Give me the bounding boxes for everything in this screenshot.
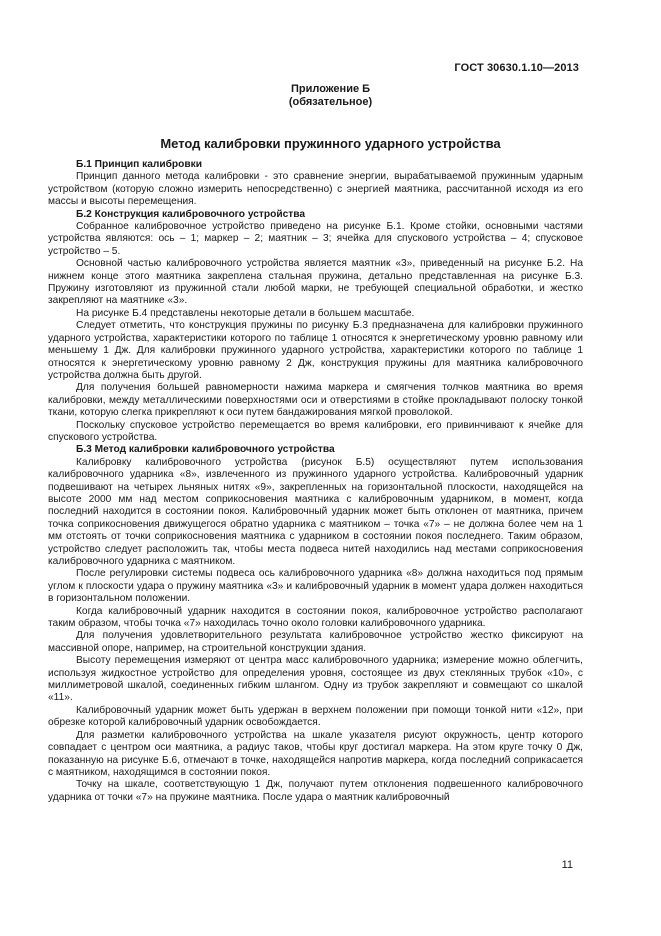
page-title: Метод калибровки пружинного ударного устройства (160, 136, 501, 151)
paragraph: Основной частью калибровочного устройства является маятник «3», приведенный на рисунке Б.2. На нижнем конце этого маятника закреплена стальная пружина, детально представленная на рисунке Б.3. Пружину изготовляют из пружинной стали любой марки, не требующей специальной обработки, и жестко закрепляют на маятнике «3». (48, 258, 583, 307)
paragraph: Точку на шкале, соответствующую 1 Дж, получают путем отклонения подвешенного калибровочного ударника от точки «7» на пружине маятника. После удара о маятник калибровочный (48, 779, 583, 803)
page-number: 11 (561, 859, 573, 871)
section-heading-b1: Б.1 Принцип калибровки (76, 159, 202, 170)
paragraph: Когда калибровочный ударник находится в состоянии покоя, калибровочное устройство располагают таким образом, чтобы точка «7» находилась точно около головки калибровочного ударника. (48, 605, 583, 630)
paragraph: На рисунке Б.4 представлены некоторые детали в большем масштабе. (76, 307, 415, 319)
paragraph: Следует отметить, что конструкция пружины по рисунку Б.3 предназначена для калибровки пружинного ударного устройства, характеристики которого по таблице 1 относятся к энергетическому уровню равному или меньшему 1 Дж. Для калибровки пружинного ударного устройства, характеристики которого по таблице 1 относятся к энергетическому уровню равному 2 Дж, конструкция пружины для маятника калибровочного устройства должна быть другой. (48, 320, 583, 381)
section-heading-b3: Б.3 Метод калибровки калибровочного устройства (76, 444, 335, 456)
document-body (48, 159, 583, 804)
appendix-heading (0, 83, 661, 109)
paragraph: Собранное калибровочное устройство приведено на рисунке Б.1. Кроме стойки, основными частями устройства являются: ось – 1; маркер – 2; маятник – 3; ячейка для спускового устройства – 4; спусковое устройство – 5. (48, 221, 583, 257)
paragraph: Принцип данного метода калибровки - это сравнение энергии, вырабатываемой пружинным ударным устройством (которую сложно измерить непосредственно) с энергией маятника, рассчитанной исходя из его массы и высоты перемещения. (48, 171, 583, 208)
paragraph: Для получения удовлетворительного результата калибровочное устройство жестко фиксируют на массивной опоре, например, на строительной конструкции здания. (48, 630, 583, 654)
paragraph: Калибровочный ударник может быть удержан в верхнем положении при помощи тонкой нити «12», при обрезке которой калибровочный ударник освобождается. (48, 704, 583, 729)
document-id: ГОСТ 30630.1.10—2013 (454, 62, 579, 74)
paragraph: Калибровку калибровочного устройства (рисунок Б.5) осуществляют путем использования калибровочного ударника «8», извлеченного из пружинного ударного устройства. Калибровочный ударник подвешивают на четырех льняных нитях «9», закрепленных на горизонтальной плоскости, находящейся на высоте 2000 мм над местом соприкосновения маятника с калибровочным ударником, в момент, когда последний находится в состоянии покоя. Калибровочный ударник может быть отклонен от маятника, причем точка соприкосновения движущегося обратно ударника с маятником – точка «7» – не должна более чем на 1 мм отстоять от точки соприкосновения маятника с ударником в состоянии покоя последнего. Таким образом, устройство следует расположить так, чтобы места подвеса нитей находились над местами соприкосновения калибровочного ударника с маятником. (48, 456, 583, 567)
paragraph: Высоту перемещения измеряют от центра масс калибровочного ударника; измерение можно облегчить, используя жидкостное устройство для определения уровня, состоящее из двух стеклянных трубок «10», с миллиметровой шкалой, соединенных гибким шлангом. Одну из трубок закрепляют и совмещают со шкалой «11». (48, 655, 583, 704)
appendix-title: Приложение Б (290, 83, 371, 95)
paragraph: После регулировки системы подвеса ось калибровочного ударника «8» должна находиться под прямым углом к плоскости удара о пружину маятника «3» и калибровочный ударник в момент удара должен находиться в горизонтальном положении. (48, 568, 583, 605)
paragraph: Для разметки калибровочного устройства на шкале указателя рисуют окружность, центр которого совпадает с центром оси маятника, а радиус таков, чтобы круг достигал маркера. На этом круге точку 0 Дж, показанную на рисунке Б.6, отмечают в точке, находящейся напротив маркера, когда последний соприкасается с маятником, находящимся в состоянии покоя. (48, 729, 583, 778)
paragraph: Для получения большей равномерности нажима маркера и смягчения толчков маятника во время калибровки, между металлическими поверхностями оси и отверстиями в стойке прокладывают полоску тонкой ткани, которую слегка прикрепляют к оси путем бандажирования мягкой проволокой. (48, 382, 583, 419)
section-heading-b2: Б.2 Конструкция калибровочного устройства (76, 208, 306, 220)
paragraph: Поскольку спусковое устройство перемещается во время калибровки, его привинчивают к ячейке для спускового устройства. (48, 419, 583, 443)
appendix-subtitle: (обязательное) (288, 96, 373, 108)
